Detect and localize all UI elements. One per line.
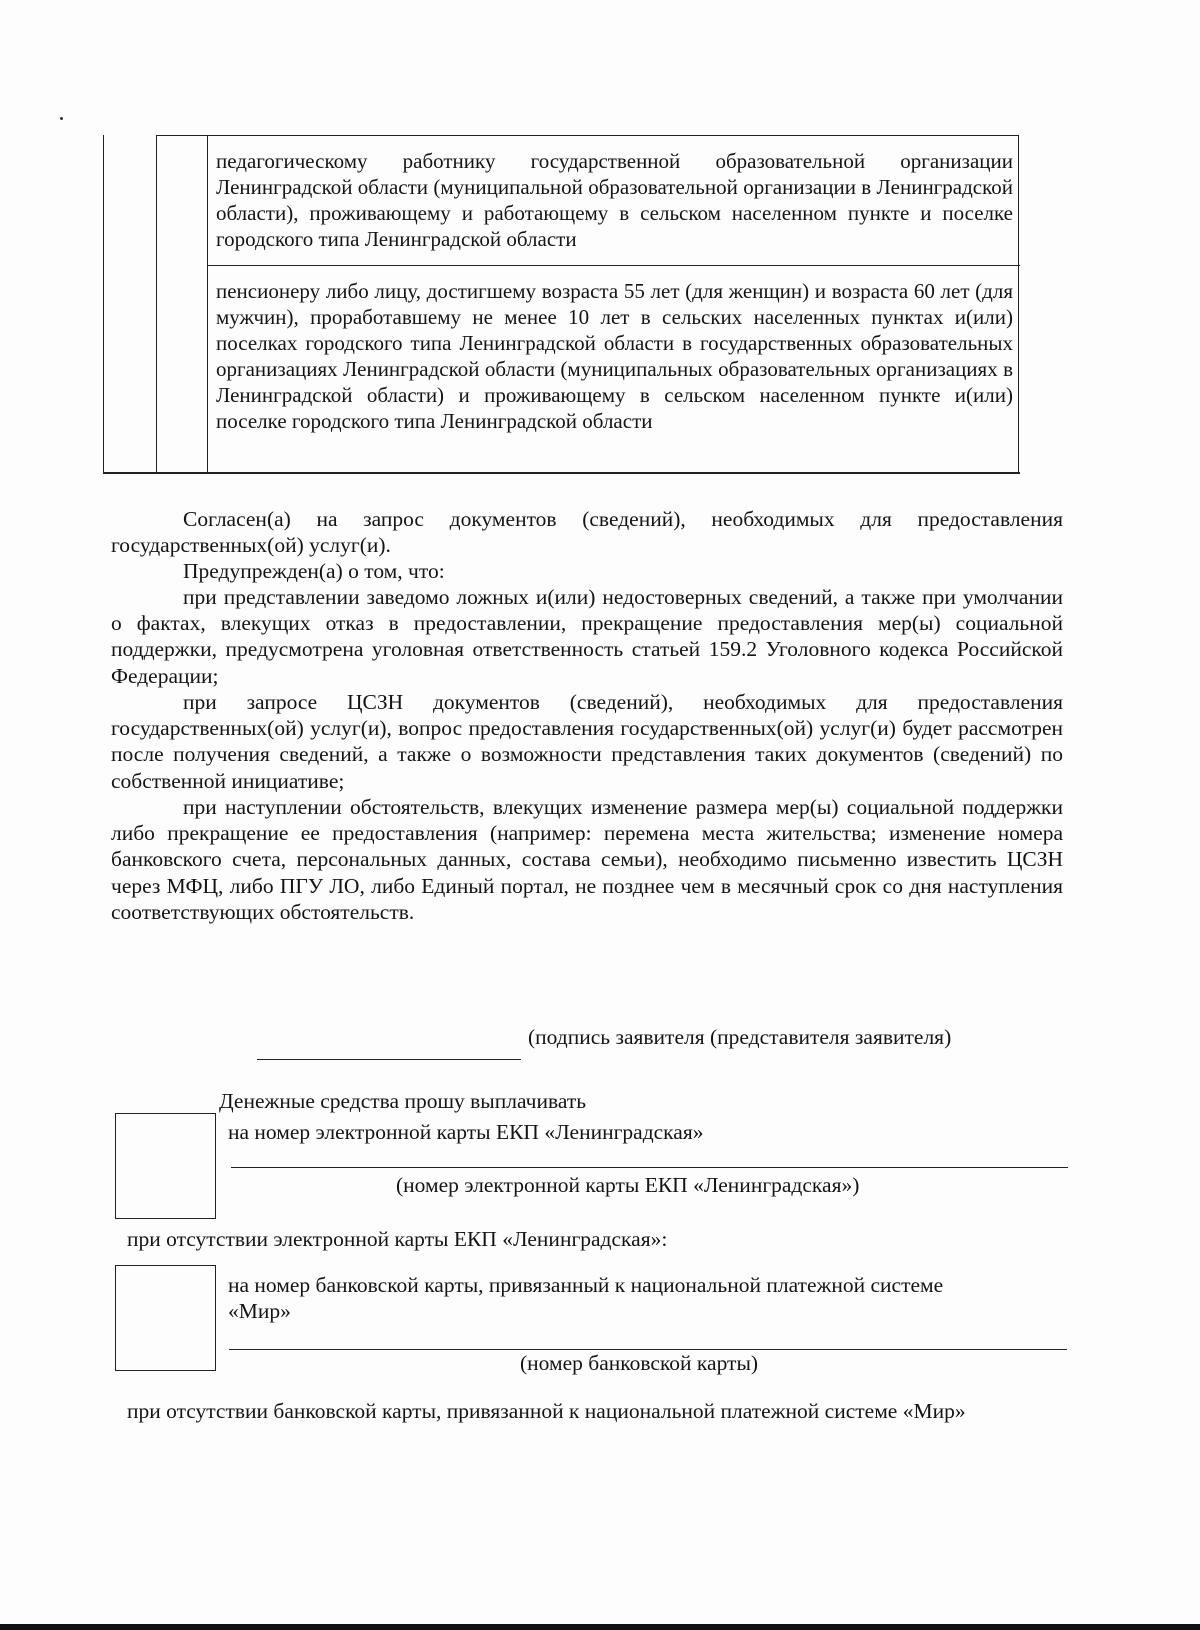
option2-label-line1: на номер банковской карты, привязанный к национальной платежной системе	[228, 1273, 944, 1297]
absence1-text: при отсутствии электронной карты ЕКП «Ленинградская»:	[127, 1227, 668, 1251]
warned-paragraph: Предупрежден(а) о том, что:	[183, 559, 445, 583]
payment-intro: Денежные средства прошу выплачивать	[219, 1089, 587, 1113]
option1-label: на номер электронной карты ЕКП «Ленинградская»	[228, 1120, 704, 1144]
option2-checkbox[interactable]	[115, 1265, 216, 1371]
scan-bottom-edge	[0, 1624, 1200, 1630]
option2-label-line2: «Мир»	[228, 1299, 291, 1323]
signature-caption: (подпись заявителя (представителя заявителя)	[528, 1025, 952, 1049]
option2-caption: (номер банковской карты)	[520, 1351, 759, 1375]
absence2-text: при отсутствии банковской карты, привязанной к национальной платежной системе «Мир»	[127, 1399, 966, 1423]
table-inner-frame	[156, 135, 1019, 472]
table-row-divider	[208, 265, 1020, 266]
scan-speck	[60, 117, 63, 120]
table-row-pensioner: пенсионеру либо лицу, достигшему возраста 55 лет (для женщин) и возраста 60 лет (для мужчин), проработавшему не менее 10 лет в сельских населенных пунктах и(или) поселках городского типа Ленинградской области в государственных образовательных организациях Ленинградской области (муниципальных образовательных организациях в Ленинградской области) и проживающему в сельском населенном пункте и(или) поселке городского типа Ленинградской области	[216, 279, 1013, 433]
table-row-teacher: педагогическому работнику государственной образовательной организации Ленинградской области (муниципальной образовательной организации в Ленинградской области), проживающему и работающему в сельском населенном пункте и поселке городского типа Ленинградской области	[216, 149, 1013, 251]
option1-card-number-line	[231, 1167, 1068, 1168]
warning-item-request: при запросе ЦСЗН документов (сведений), необходимых для предоставления государственных(ой) услуг(и), вопрос предоставления государственных(ой) услуг(и) будет рассмотрен после получения сведений, а также о возможности представления таких документов (сведений) по собственной инициативе;	[111, 690, 1063, 793]
warning-item-false-info: при представлении заведомо ложных и(или) недостоверных сведений, а также при умолчании о фактах, влекущих отказ в предоставлении, прекращение предоставления мер(ы) социальной поддержки, предусмотрена уголовная ответственность статьей 159.2 Уголовного кодекса Российской Федерации;	[111, 585, 1063, 688]
option1-caption: (номер электронной карты ЕКП «Ленинградская»)	[396, 1173, 860, 1197]
warning-item-circumstances: при наступлении обстоятельств, влекущих изменение размера мер(ы) социальной поддержки либо прекращение ее предоставления (например: перемена места жительства; изменение номера банковского счета, персональных данных, состава семьи), необходимо письменно известить ЦСЗН через МФЦ, либо ПГУ ЛО, либо Единый портал, не позднее чем в месячный срок со дня наступления соответствующих обстоятельств.	[111, 795, 1063, 924]
table-text-column	[207, 136, 1020, 472]
eligibility-table	[103, 135, 1020, 474]
consent-paragraph: Согласен(а) на запрос документов (сведений), необходимых для предоставления государственных(ой) услуг(и).	[111, 507, 1063, 558]
option1-checkbox[interactable]	[115, 1113, 216, 1219]
signature-line	[257, 1059, 521, 1060]
